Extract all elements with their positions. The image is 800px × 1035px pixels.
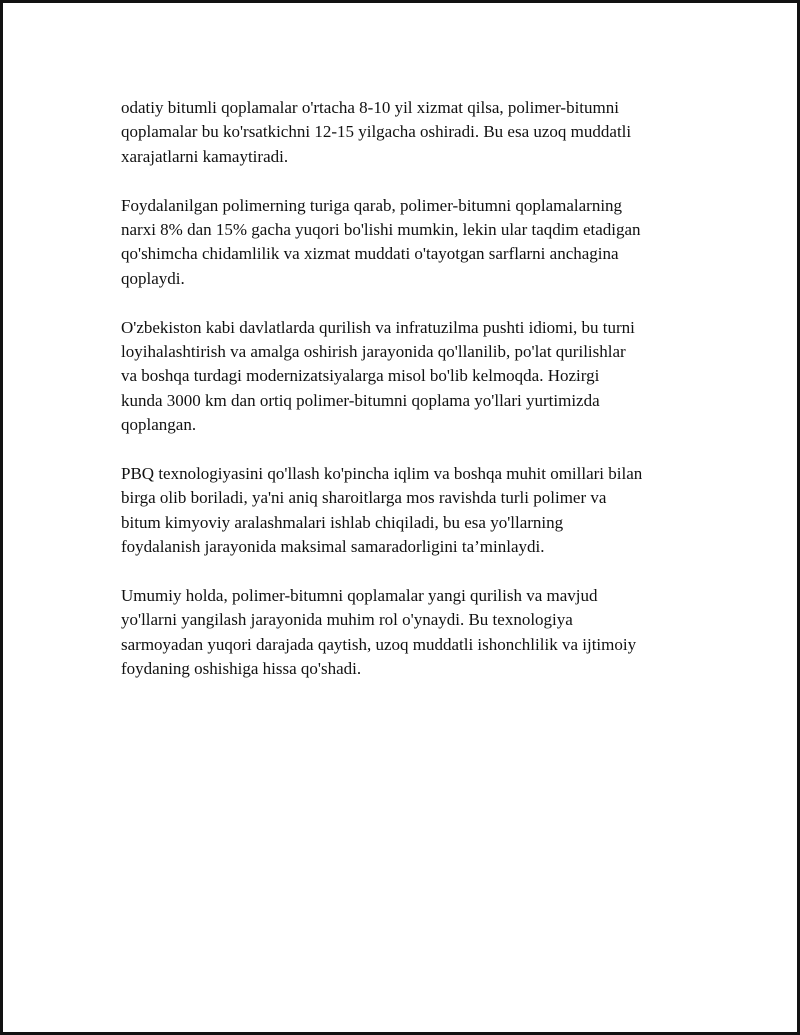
paragraph-2: Foydalanilgan polimerning turiga qarab, polimer-bitumni qoplamalarning narxi 8% dan 15% gacha yuqori bo'lishi mumkin, lekin ular taqdim etadigan qo'shimcha chidamlilik va xizmat muddati o'tayotgan sarflarni anchagina qoplaydi. bbox=[121, 195, 641, 288]
paragraph-3: O'zbekiston kabi davlatlarda qurilish va infratuzilma pushti idiomi, bu turni loyihalashtirish va amalga oshirish jarayonida qo'llanilib, po'lat qurilishlar va boshqa turdagi modernizatsiyalarga misol bo'lib kelmoqda. Hozirgi kunda 3000 km dan ortiq polimer-bitumni qoplama yo'llari yurtimizda qoplangan. bbox=[121, 317, 635, 435]
paragraph-4: PBQ texnologiyasini qo'llash ko'pincha iqlim va boshqa muhit omillari bilan birga olib boriladi, ya'ni aniq sharoitlarga mos ravishda turli polimer va bitum kimyoviy aralashmalari ishlab chiqiladi, bu esa yo'llarning foydalanish jarayonida maksimal samaradorligini ta’minlaydi. bbox=[121, 464, 643, 557]
paragraph-1: odatiy bitumli qoplamalar o'rtacha 8-10 yil xizmat qilsa, polimer-bitumni qoplamalar bu ko'rsatkichni 12-15 yilgacha oshiradi. Bu esa uzoq muddatli xarajatlarni kamaytiradi. bbox=[121, 98, 632, 166]
paragraph-5: Umumiy holda, polimer-bitumni qoplamalar yangi qurilish va mavjud yo'llarni yangilash jarayonida muhim rol o'ynaydi. Bu texnologiya sarmoyadan yuqori darajada qaytish, uzoq muddatli ishonchlilik va ijtimoiy foydaning oshishiga hissa qo'shadi. bbox=[121, 586, 637, 679]
document-body bbox=[121, 96, 693, 706]
